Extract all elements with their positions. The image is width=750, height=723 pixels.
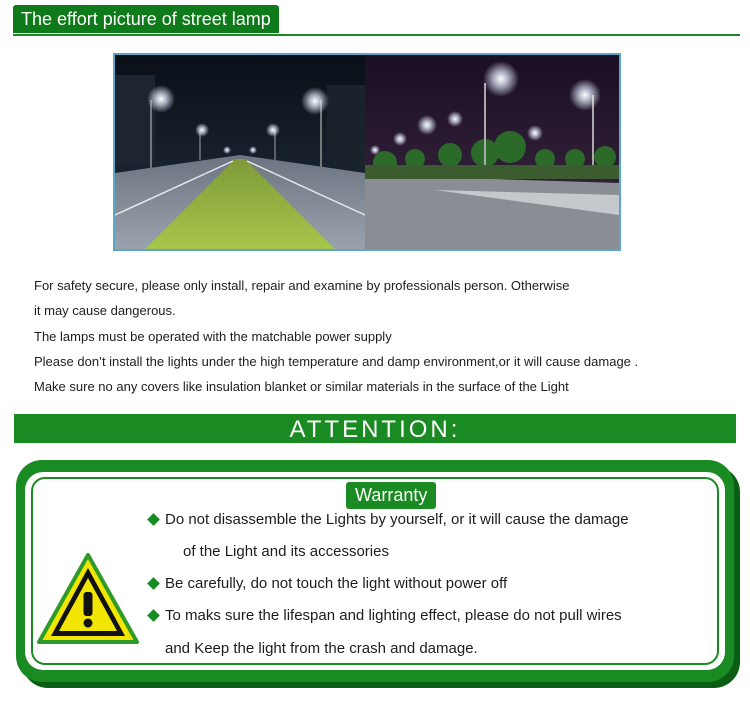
safety-note: Please don’t install the lights under the high temperature and damp environment,or it will cause damage .	[34, 353, 639, 369]
diamond-bullet-icon	[147, 609, 160, 622]
warranty-item-continuation: of the Light and its accessories	[183, 543, 389, 560]
warranty-title: Warranty	[346, 482, 436, 509]
warranty-item-continuation: and Keep the light from the crash and damage.	[165, 640, 478, 657]
title-divider	[13, 34, 740, 36]
warranty-item-text: To maks sure the lifespan and lighting effect, please do not pull wires	[165, 607, 622, 624]
street-lamp-photo	[113, 53, 621, 251]
safety-note: The lamps must be operated with the matchable power supply	[34, 328, 392, 344]
warranty-item	[146, 575, 507, 592]
attention-banner	[14, 414, 736, 443]
right-photo	[365, 55, 619, 249]
attention-label: ATTENTION:	[289, 416, 461, 443]
safety-notes	[34, 273, 734, 399]
safety-note: it may cause dangerous.	[34, 303, 176, 319]
safety-note: For safety secure, please only install, repair and examine by professionals person. Otherwise	[34, 278, 570, 293]
warranty-item-text: Do not disassemble the Lights by yourself, or it will cause the damage	[165, 511, 629, 528]
warranty-item	[146, 607, 622, 624]
safety-note: Make sure no any covers like insulation blanket or similar materials in the surface of the Light	[34, 379, 569, 395]
diamond-bullet-icon	[147, 513, 160, 526]
warranty-item-text: Be carefully, do not touch the light without power off	[165, 575, 508, 592]
warranty-item	[146, 511, 629, 528]
warning-triangle-icon	[36, 552, 140, 646]
diamond-bullet-icon	[147, 577, 160, 590]
section-title: The effort picture of street lamp	[13, 5, 279, 33]
left-photo	[115, 55, 365, 249]
